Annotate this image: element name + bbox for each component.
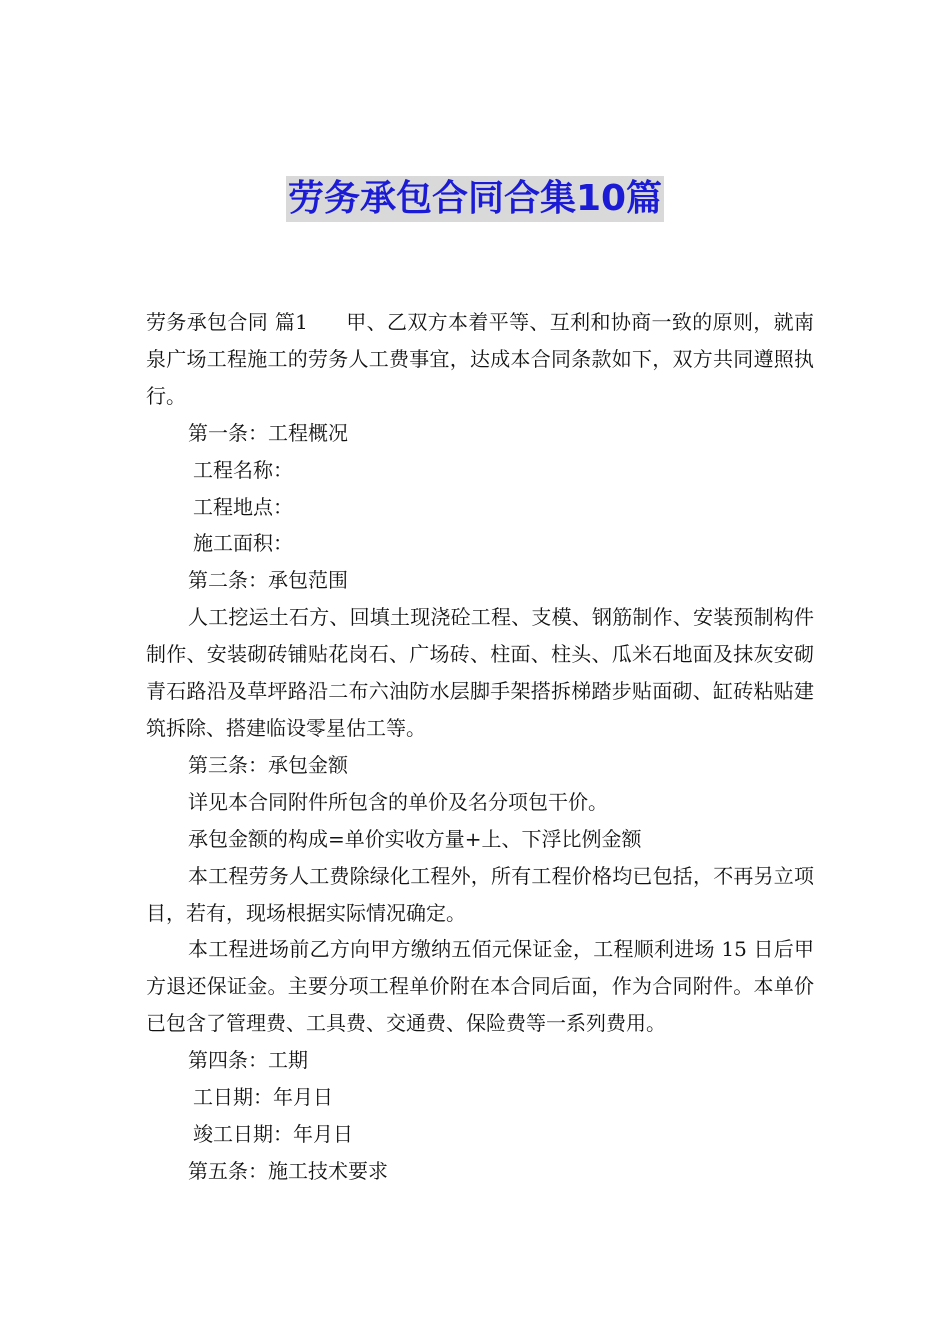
article-5-heading: 第五条：施工技术要求	[188, 1158, 388, 1183]
project-location-field: 工程地点：	[193, 494, 293, 519]
article-3-heading: 第三条：承包金额	[188, 752, 348, 777]
article-2-heading: 第二条：承包范围	[188, 568, 348, 593]
article-1-heading: 第一条：工程概况	[188, 420, 348, 445]
amount-formula-paragraph: 承包金额的构成=单价实收方量+上、下浮比例金额	[188, 826, 642, 851]
amount-detail-paragraph: 详见本合同附件所包含的单价及名分项包干价。	[188, 789, 608, 814]
intro-paragraph	[146, 304, 814, 415]
document-title: 劳务承包合同合集10篇	[286, 176, 664, 222]
deposit-paragraph: 本工程进场前乙方向甲方缴纳五佰元保证金，工程顺利进场 15 日后甲方退还保证金。主要分项工程单价附在本合同后面，作为合同附件。本单价已包含了管理费、工具费、交通费、保险费等一系列费用。	[146, 937, 814, 1036]
article-4-heading: 第四条：工期	[188, 1048, 308, 1073]
contract-label: 劳务承包合同 篇1	[146, 310, 308, 334]
document-body	[146, 304, 814, 1190]
construction-area-field: 施工面积：	[193, 531, 293, 556]
title-container	[0, 176, 950, 222]
project-name-field: 工程名称：	[193, 457, 293, 482]
intro-text: 甲、乙双方本着平等、互利和协商一致的原则，就南泉广场工程施工的劳务人工费事宜，达成本合同条款如下，双方共同遵照执行。	[146, 310, 814, 408]
labor-cost-paragraph: 本工程劳务人工费除绿化工程外，所有工程价格均已包括，不再另立项目，若有，现场根据实际情况确定。	[146, 863, 814, 925]
completion-date-field: 竣工日期：年月日	[193, 1121, 353, 1146]
start-date-field: 工日期：年月日	[193, 1085, 333, 1110]
scope-paragraph: 人工挖运土石方、回填土现浇砼工程、支模、钢筋制作、安装预制构件制作、安装砌砖铺贴花岗石、广场砖、柱面、柱头、瓜米石地面及抹灰安砌青石路沿及草坪路沿二布六油防水层脚手架搭拆梯踏步贴面砌、缸砖粘贴建筑拆除、搭建临设零星估工等。	[146, 605, 814, 740]
